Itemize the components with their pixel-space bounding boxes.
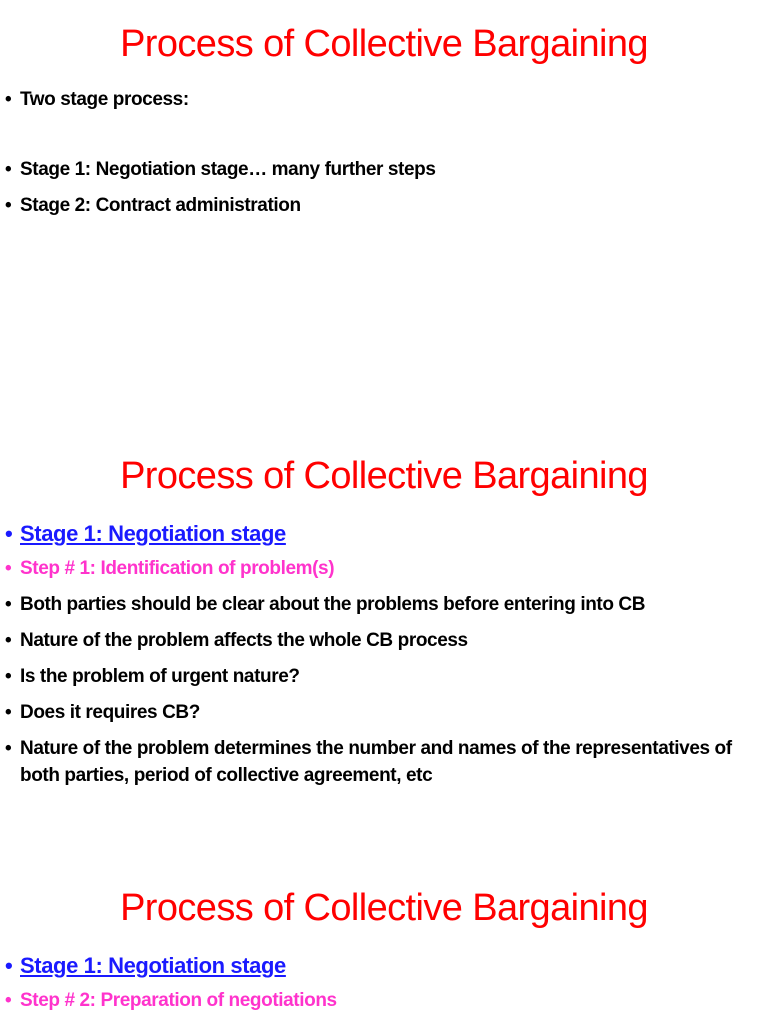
bullet-item: • Two stage process: xyxy=(4,86,738,113)
slide-title: Process of Collective Bargaining xyxy=(120,455,648,497)
slide-2 xyxy=(0,432,768,862)
bullet-list xyxy=(4,519,738,789)
bullet-item: • Stage 2: Contract administration xyxy=(4,192,738,219)
bullet-item: • Stage 1: Negotiation stage… many further steps xyxy=(4,156,738,183)
bullet-item: • Is the problem of urgent nature? xyxy=(4,663,738,690)
bullet-item: • Nature of the problem affects the whole CB process xyxy=(4,627,738,654)
step-heading: • Step # 1: Identification of problem(s) xyxy=(4,555,738,582)
slide-title: Process of Collective Bargaining xyxy=(120,23,648,65)
bullet-item: • Does it requires CB? xyxy=(4,699,738,726)
stage-heading-link[interactable]: • Stage 1: Negotiation stage xyxy=(4,519,738,549)
bullet-item: • Both parties should be clear about the problems before entering into CB xyxy=(4,591,738,618)
slide-3 xyxy=(0,864,768,1024)
slide-1 xyxy=(0,0,768,430)
slide-title: Process of Collective Bargaining xyxy=(120,887,648,929)
bullet-list xyxy=(4,86,738,219)
step-heading: • Step # 2: Preparation of negotiations xyxy=(4,987,738,1014)
bullet-item: • Nature of the problem determines the number and names of the representatives of both parties, period of collective agreement, etc xyxy=(4,735,738,789)
stage-heading-link[interactable]: • Stage 1: Negotiation stage xyxy=(4,951,738,981)
bullet-list xyxy=(4,951,738,1014)
